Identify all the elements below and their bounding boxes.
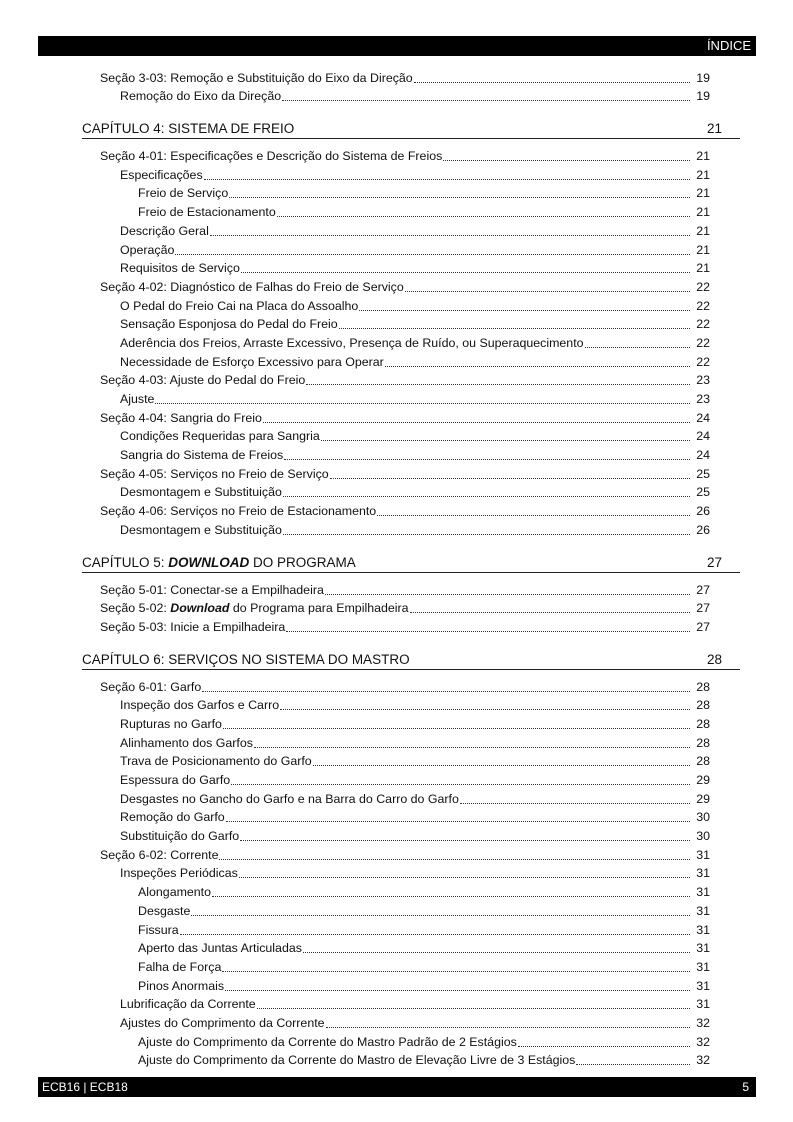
- dot-leader: [155, 403, 690, 404]
- toc-entry-title: Especificações: [120, 167, 203, 182]
- toc-entry-title: Freio de Estacionamento: [138, 205, 276, 220]
- toc-entry[interactable]: [82, 332, 710, 351]
- dot-leader: [377, 515, 690, 516]
- toc-entry[interactable]: [82, 598, 710, 617]
- dot-leader: [359, 310, 690, 311]
- dot-leader: [385, 366, 690, 367]
- toc-entry[interactable]: [82, 500, 710, 519]
- toc-entry[interactable]: [82, 519, 710, 538]
- dot-leader: [283, 534, 690, 535]
- toc-entry-title: Seção 6-02: Corrente: [100, 847, 219, 862]
- dot-leader: [229, 197, 690, 198]
- dot-leader: [240, 840, 690, 841]
- toc-entry-page: 28: [696, 716, 710, 731]
- toc-entry[interactable]: [82, 444, 710, 463]
- toc-entry-page: 23: [696, 373, 710, 388]
- toc-entry-page: 29: [696, 791, 710, 806]
- toc-entry[interactable]: [82, 407, 710, 426]
- toc-entry-page: 19: [696, 89, 710, 104]
- toc-entry-title: Alongamento: [138, 885, 212, 900]
- toc-entry-title: Necessidade de Esforço Excessivo para Operar: [120, 354, 384, 369]
- toc-entry-page: 28: [696, 679, 710, 694]
- toc-entry-title: Seção 4-05: Serviços no Freio de Serviço: [100, 466, 329, 481]
- toc-entry-page: 31: [696, 941, 710, 956]
- dot-leader: [254, 747, 690, 748]
- toc-entry[interactable]: [82, 616, 710, 635]
- toc-entry-title: Descrição Geral: [120, 223, 209, 238]
- toc-entry-page: 22: [696, 298, 710, 313]
- toc-entry-title: Desmontagem e Substituição: [120, 485, 282, 500]
- toc-entry-title-emphasis: Download: [170, 601, 230, 616]
- dot-leader: [180, 934, 690, 935]
- dot-leader: [219, 859, 690, 860]
- toc-entry[interactable]: [82, 994, 710, 1013]
- toc-entry[interactable]: [82, 938, 710, 957]
- toc-entry[interactable]: [82, 863, 710, 882]
- toc-entry[interactable]: [82, 220, 710, 239]
- chapter-title: CAPÍTULO 4: SISTEMA DE FREIO: [82, 121, 295, 137]
- dot-leader: [339, 328, 690, 329]
- dot-leader: [303, 952, 690, 953]
- dot-leader: [225, 990, 690, 991]
- toc-entry-title: Lubrificação da Corrente: [120, 997, 256, 1012]
- toc-entry-page: 32: [696, 1015, 710, 1030]
- toc-entry-title: Seção 4-03: Ajuste do Pedal do Freio: [100, 373, 306, 388]
- toc-entry[interactable]: [82, 86, 710, 105]
- toc-entry[interactable]: [82, 482, 710, 501]
- footer-model: ECB16 | ECB18: [42, 1080, 128, 1094]
- toc-entry[interactable]: [82, 825, 710, 844]
- toc-entry[interactable]: [82, 164, 710, 183]
- toc-entry-title: Espessura do Garfo: [120, 773, 231, 787]
- dot-leader: [325, 594, 690, 595]
- dot-leader: [283, 496, 690, 497]
- toc-entry-page: 25: [696, 485, 710, 500]
- toc-entry-title: Desmontagem e Substituição: [120, 522, 282, 537]
- toc-entry-page: 21: [696, 242, 710, 257]
- toc-entry[interactable]: [82, 426, 710, 445]
- toc-pre-list: [82, 67, 710, 104]
- toc-entry-title-prefix: Seção 5-02:: [100, 601, 171, 616]
- toc-entry-title: [100, 601, 409, 616]
- toc-entry-page: 21: [696, 186, 710, 201]
- toc-entry-title: Ajuste do Comprimento da Corrente do Mastro de Elevação Livre de 3 Estágios: [138, 1053, 576, 1068]
- chapter-5-heading[interactable]: [82, 552, 740, 573]
- toc-entry-page: 24: [696, 410, 710, 425]
- dot-leader: [414, 82, 690, 83]
- toc-entry-page: 22: [696, 279, 710, 294]
- dot-leader: [286, 631, 690, 632]
- dot-leader: [280, 709, 690, 710]
- toc-entry[interactable]: [82, 67, 710, 86]
- dot-leader: [226, 821, 690, 822]
- toc-entry-title: Aperto das Juntas Articuladas: [138, 941, 302, 956]
- chapter-4-entries: [82, 145, 710, 537]
- chapter-title: [82, 554, 356, 572]
- toc-entry-page: 21: [696, 261, 710, 276]
- toc-entry-title: Seção 4-01: Especificações e Descrição do Sistema de Freios: [100, 149, 443, 164]
- toc-entry[interactable]: [82, 900, 710, 919]
- toc-entry-title: Desgastes no Gancho do Garfo e na Barra do Carro do Garfo: [120, 791, 459, 806]
- toc-entry-title: Substituição do Garfo: [120, 829, 240, 844]
- toc-entry-title: Rupturas no Garfo: [120, 716, 222, 731]
- header-bar: [38, 36, 756, 56]
- toc-entry-page: 32: [696, 1034, 710, 1049]
- chapter-6-entries: [82, 676, 710, 1068]
- header-label: ÍNDICE: [706, 38, 751, 53]
- toc-entry[interactable]: [82, 769, 710, 788]
- dot-leader: [263, 422, 690, 423]
- toc-entry-title: Fissura: [138, 922, 179, 937]
- toc-entry-page: 26: [696, 504, 710, 519]
- toc-entry[interactable]: [82, 881, 710, 900]
- toc-entry-page: 31: [696, 978, 710, 993]
- toc-entry-title: Inspeção dos Garfos e Carro: [120, 698, 280, 713]
- toc-entry-title: Desgaste: [138, 903, 191, 918]
- toc-entry-page: 30: [696, 810, 710, 825]
- toc-entry-title: Inspeções Periódicas: [120, 866, 238, 881]
- toc-entry[interactable]: [82, 276, 710, 295]
- toc-entry-title: Seção 4-04: Sangria do Freio: [100, 410, 262, 425]
- dot-leader: [313, 765, 690, 766]
- chapter-title-suffix: DO PROGRAMA: [249, 554, 356, 570]
- toc-entry-page: 23: [696, 392, 710, 406]
- table-of-contents: [82, 67, 722, 1068]
- dot-leader: [231, 784, 690, 785]
- chapter-page: 27: [706, 554, 722, 570]
- chapter-title: CAPÍTULO 6: SERVIÇOS NO SISTEMA DO MASTRO: [82, 651, 410, 667]
- footer-page-number: 5: [742, 1080, 749, 1094]
- toc-entry-page: 26: [696, 522, 710, 537]
- toc-entry-title: Remoção do Eixo da Direção: [120, 89, 282, 104]
- dot-leader: [202, 691, 690, 692]
- chapter-page: 28: [706, 651, 722, 667]
- toc-entry[interactable]: [82, 145, 710, 164]
- toc-entry-title: Seção 4-02: Diagnóstico de Falhas do Freio de Serviço: [100, 279, 404, 294]
- toc-entry[interactable]: [82, 370, 710, 389]
- toc-entry[interactable]: [82, 579, 710, 598]
- toc-entry-page: 22: [696, 335, 710, 350]
- toc-entry[interactable]: [82, 1031, 710, 1050]
- toc-entry-title: Falha de Força: [138, 959, 222, 974]
- toc-entry[interactable]: [82, 919, 710, 938]
- dot-leader: [321, 440, 690, 441]
- toc-entry-title: Sangria do Sistema de Freios: [120, 448, 284, 463]
- toc-entry[interactable]: [82, 201, 710, 220]
- toc-entry[interactable]: [82, 314, 710, 333]
- toc-entry-page: 31: [696, 885, 710, 900]
- toc-entry[interactable]: [82, 388, 710, 407]
- toc-entry-title: Seção 3-03: Remoção e Substituição do Eixo da Direção: [100, 70, 413, 85]
- toc-entry-page: 24: [696, 429, 710, 444]
- dot-leader: [239, 877, 690, 878]
- toc-entry[interactable]: [82, 695, 710, 714]
- chapter-6-heading[interactable]: [82, 649, 740, 670]
- dot-leader: [175, 254, 690, 255]
- toc-entry-page: 31: [696, 997, 710, 1012]
- toc-entry-page: 27: [696, 619, 710, 634]
- dot-leader: [284, 459, 690, 460]
- chapter-4-heading[interactable]: [82, 118, 740, 139]
- toc-entry-title: Ajuste do Comprimento da Corrente do Mastro Padrão de 2 Estágios: [138, 1034, 517, 1049]
- toc-entry[interactable]: [82, 956, 710, 975]
- toc-entry-title: Remoção do Garfo: [120, 810, 225, 825]
- dot-leader: [191, 915, 690, 916]
- toc-entry-title: Seção 5-01: Conectar-se a Empilhadeira: [100, 582, 324, 597]
- toc-entry-title: Aderência dos Freios, Arraste Excessivo, Presença de Ruído, ou Superaquecimento: [120, 335, 584, 350]
- toc-entry-title: Ajuste: [120, 392, 155, 406]
- toc-entry[interactable]: [82, 239, 710, 258]
- toc-entry-page: 30: [696, 829, 710, 844]
- toc-entry-title: Sensação Esponjosa do Pedal do Freio: [120, 317, 338, 332]
- toc-entry-title: Seção 6-01: Garfo: [100, 679, 202, 694]
- toc-entry-page: 28: [696, 735, 710, 750]
- toc-entry-page: 21: [696, 223, 710, 238]
- dot-leader: [210, 235, 690, 236]
- toc-entry[interactable]: [82, 1050, 710, 1069]
- dot-leader: [410, 612, 690, 613]
- toc-entry[interactable]: [82, 351, 710, 370]
- toc-entry-title: Trava de Posicionamento do Garfo: [120, 754, 312, 769]
- toc-entry-page: 31: [696, 903, 710, 918]
- dot-leader: [443, 160, 690, 161]
- toc-entry[interactable]: [82, 807, 710, 826]
- toc-entry-page: 19: [696, 70, 710, 85]
- dot-leader: [241, 272, 690, 273]
- toc-entry-title: Alinhamento dos Garfos: [120, 735, 253, 750]
- dot-leader: [282, 100, 690, 101]
- toc-entry[interactable]: [82, 258, 710, 277]
- dot-leader: [257, 1008, 690, 1009]
- toc-entry[interactable]: [82, 844, 710, 863]
- dot-leader: [326, 1027, 690, 1028]
- dot-leader: [277, 216, 690, 217]
- toc-entry[interactable]: [82, 295, 710, 314]
- chapter-title-emphasis: DOWNLOAD: [168, 554, 250, 570]
- toc-entry-title: Ajustes do Comprimento da Corrente: [120, 1015, 325, 1030]
- toc-entry-page: 24: [696, 448, 710, 463]
- toc-entry-page: 31: [696, 922, 710, 937]
- dot-leader: [585, 347, 690, 348]
- toc-entry-page: 25: [696, 466, 710, 481]
- toc-entry-title: Pinos Anormais: [138, 978, 225, 993]
- toc-entry-page: 31: [696, 959, 710, 974]
- toc-entry[interactable]: [82, 751, 710, 770]
- chapter-page: 21: [706, 121, 722, 137]
- dot-leader: [518, 1046, 690, 1047]
- toc-entry-title: O Pedal do Freio Cai na Placa do Assoalho: [120, 298, 359, 313]
- toc-entry-title: Requisitos de Serviço: [120, 261, 240, 276]
- toc-entry-page: 21: [696, 167, 710, 182]
- toc-entry-title: Seção 4-06: Serviços no Freio de Estacionamento: [100, 504, 377, 519]
- dot-leader: [223, 728, 690, 729]
- dot-leader: [222, 971, 690, 972]
- toc-entry-page: 31: [696, 847, 710, 862]
- toc-entry-page: 28: [696, 698, 710, 713]
- toc-entry-page: 28: [696, 754, 710, 769]
- dot-leader: [330, 478, 690, 479]
- toc-entry[interactable]: [82, 183, 710, 202]
- dot-leader: [212, 896, 690, 897]
- toc-entry-page: 32: [696, 1053, 710, 1068]
- dot-leader: [306, 384, 690, 385]
- toc-entry[interactable]: [82, 975, 710, 994]
- toc-entry-page: 22: [696, 354, 710, 369]
- dot-leader: [405, 291, 690, 292]
- footer-bar: [38, 1077, 756, 1097]
- toc-entry-page: 22: [696, 317, 710, 332]
- toc-entry-title: Operação: [120, 242, 175, 257]
- toc-entry-title: Condições Requeridas para Sangria: [120, 429, 320, 444]
- toc-entry-page: 21: [696, 205, 710, 220]
- dot-leader: [576, 1064, 690, 1065]
- dot-leader: [204, 179, 690, 180]
- toc-entry[interactable]: [82, 1012, 710, 1031]
- toc-entry-page: 21: [696, 149, 710, 164]
- toc-entry-title-suffix: do Programa para Empilhadeira: [229, 601, 409, 616]
- toc-entry-page: 27: [696, 582, 710, 597]
- toc-entry[interactable]: [82, 788, 710, 807]
- toc-entry[interactable]: [82, 732, 710, 751]
- toc-entry-page: 31: [696, 866, 710, 881]
- toc-entry[interactable]: [82, 676, 710, 695]
- toc-entry-title: Freio de Serviço: [138, 186, 229, 201]
- toc-entry-page: 27: [696, 601, 710, 616]
- toc-entry[interactable]: [82, 463, 710, 482]
- chapter-title-prefix: CAPÍTULO 5:: [82, 554, 169, 570]
- toc-entry-page: 29: [696, 773, 710, 787]
- toc-entry-title: Seção 5-03: Inicie a Empilhadeira: [100, 619, 286, 634]
- dot-leader: [460, 803, 690, 804]
- toc-entry[interactable]: [82, 713, 710, 732]
